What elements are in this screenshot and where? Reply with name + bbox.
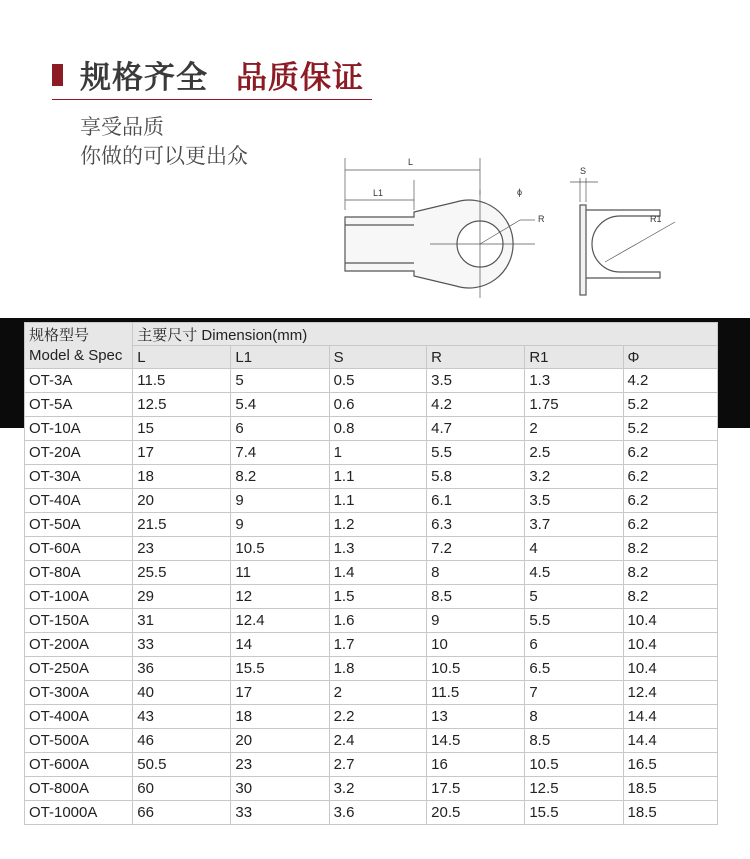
value-cell: 9 (427, 609, 525, 633)
value-cell: 12 (231, 585, 329, 609)
value-cell: 5.5 (525, 609, 623, 633)
column-header: L1 (231, 346, 329, 369)
table-row (25, 681, 718, 705)
value-cell: 2.4 (329, 729, 427, 753)
model-cell: OT-1000A (25, 801, 133, 825)
table-row (25, 513, 718, 537)
value-cell: 1.3 (525, 369, 623, 393)
value-cell: 14.5 (427, 729, 525, 753)
value-cell: 17 (133, 441, 231, 465)
model-cell: OT-40A (25, 489, 133, 513)
value-cell: 5 (231, 369, 329, 393)
subtitle-line-1: 享受品质 (80, 115, 164, 139)
model-cell: OT-80A (25, 561, 133, 585)
title-gray: 规格齐全 (80, 60, 208, 96)
value-cell: 29 (133, 585, 231, 609)
value-cell: 0.6 (329, 393, 427, 417)
value-cell: 5.4 (231, 393, 329, 417)
value-cell: 4.2 (623, 369, 717, 393)
model-cell: OT-400A (25, 705, 133, 729)
value-cell: 9 (231, 489, 329, 513)
value-cell: 10.4 (623, 633, 717, 657)
model-cell: OT-60A (25, 537, 133, 561)
model-cell: OT-30A (25, 465, 133, 489)
value-cell: 36 (133, 657, 231, 681)
table-row (25, 729, 718, 753)
subtitle-line-2: 你做的可以更出众 (80, 144, 248, 168)
value-cell: 30 (231, 777, 329, 801)
value-cell: 33 (231, 801, 329, 825)
value-cell: 3.2 (329, 777, 427, 801)
value-cell: 1.1 (329, 489, 427, 513)
value-cell: 7.4 (231, 441, 329, 465)
model-cell: OT-150A (25, 609, 133, 633)
model-cell: OT-5A (25, 393, 133, 417)
value-cell: 0.8 (329, 417, 427, 441)
table-row (25, 441, 718, 465)
column-header: Φ (623, 346, 717, 369)
model-label-cn: 规格型号 (29, 326, 90, 344)
title-underline (52, 99, 372, 100)
model-cell: OT-50A (25, 513, 133, 537)
value-cell: 16.5 (623, 753, 717, 777)
value-cell: 5.8 (427, 465, 525, 489)
value-cell: 21.5 (133, 513, 231, 537)
model-cell: OT-20A (25, 441, 133, 465)
value-cell: 10.5 (231, 537, 329, 561)
value-cell: 8.2 (623, 585, 717, 609)
value-cell: 12.5 (133, 393, 231, 417)
table-row (25, 393, 718, 417)
value-cell: 9 (231, 513, 329, 537)
value-cell: 6.2 (623, 489, 717, 513)
value-cell: 15.5 (525, 801, 623, 825)
value-cell: 3.5 (525, 489, 623, 513)
table-row (25, 657, 718, 681)
value-cell: 1.1 (329, 465, 427, 489)
value-cell: 6.1 (427, 489, 525, 513)
table-row (25, 369, 718, 393)
value-cell: 23 (231, 753, 329, 777)
value-cell: 18.5 (623, 777, 717, 801)
value-cell: 12.4 (623, 681, 717, 705)
value-cell: 1.75 (525, 393, 623, 417)
value-cell: 8.5 (427, 585, 525, 609)
value-cell: 33 (133, 633, 231, 657)
label-R1: R1 (650, 214, 662, 224)
value-cell: 10.4 (623, 657, 717, 681)
value-cell: 5.2 (623, 417, 717, 441)
table-row (25, 753, 718, 777)
value-cell: 17.5 (427, 777, 525, 801)
value-cell: 10.5 (427, 657, 525, 681)
model-cell: OT-300A (25, 681, 133, 705)
table-row (25, 705, 718, 729)
model-cell: OT-3A (25, 369, 133, 393)
value-cell: 10.5 (525, 753, 623, 777)
value-cell: 5.5 (427, 441, 525, 465)
value-cell: 23 (133, 537, 231, 561)
table-row (25, 609, 718, 633)
value-cell: 6.2 (623, 441, 717, 465)
value-cell: 17 (231, 681, 329, 705)
value-cell: 6.3 (427, 513, 525, 537)
spec-table (24, 322, 718, 825)
value-cell: 18 (133, 465, 231, 489)
model-cell: OT-200A (25, 633, 133, 657)
value-cell: 6 (231, 417, 329, 441)
value-cell: 2 (329, 681, 427, 705)
value-cell: 1.6 (329, 609, 427, 633)
value-cell: 14.4 (623, 729, 717, 753)
value-cell: 1.3 (329, 537, 427, 561)
column-header: R (427, 346, 525, 369)
model-cell: OT-10A (25, 417, 133, 441)
column-header: L (133, 346, 231, 369)
value-cell: 8 (427, 561, 525, 585)
value-cell: 5.2 (623, 393, 717, 417)
model-label-en: Model & Spec (29, 346, 123, 364)
value-cell: 1.7 (329, 633, 427, 657)
value-cell: 18 (231, 705, 329, 729)
value-cell: 11.5 (427, 681, 525, 705)
value-cell: 4.7 (427, 417, 525, 441)
table-row (25, 465, 718, 489)
value-cell: 8.2 (623, 537, 717, 561)
value-cell: 1.8 (329, 657, 427, 681)
model-cell: OT-600A (25, 753, 133, 777)
column-header: S (329, 346, 427, 369)
value-cell: 3.5 (427, 369, 525, 393)
value-cell: 3.2 (525, 465, 623, 489)
title-red: 品质保证 (236, 60, 364, 96)
value-cell: 18.5 (623, 801, 717, 825)
label-phi: ϕ (517, 187, 523, 197)
table-row (25, 561, 718, 585)
value-cell: 11 (231, 561, 329, 585)
value-cell: 31 (133, 609, 231, 633)
value-cell: 3.6 (329, 801, 427, 825)
value-cell: 14 (231, 633, 329, 657)
value-cell: 7.2 (427, 537, 525, 561)
value-cell: 6.5 (525, 657, 623, 681)
value-cell: 60 (133, 777, 231, 801)
value-cell: 10.4 (623, 609, 717, 633)
value-cell: 14.4 (623, 705, 717, 729)
table-row (25, 537, 718, 561)
value-cell: 16 (427, 753, 525, 777)
table-row (25, 417, 718, 441)
value-cell: 20.5 (427, 801, 525, 825)
value-cell: 15 (133, 417, 231, 441)
value-cell: 4.2 (427, 393, 525, 417)
table-row (25, 777, 718, 801)
value-cell: 13 (427, 705, 525, 729)
value-cell: 8.2 (623, 561, 717, 585)
table-row (25, 489, 718, 513)
value-cell: 10 (427, 633, 525, 657)
value-cell: 2.5 (525, 441, 623, 465)
value-cell: 3.7 (525, 513, 623, 537)
header-row-1 (25, 323, 718, 346)
value-cell: 25.5 (133, 561, 231, 585)
value-cell: 20 (133, 489, 231, 513)
model-header (25, 323, 133, 369)
value-cell: 0.5 (329, 369, 427, 393)
value-cell: 43 (133, 705, 231, 729)
value-cell: 40 (133, 681, 231, 705)
value-cell: 6 (525, 633, 623, 657)
value-cell: 5 (525, 585, 623, 609)
value-cell: 2 (525, 417, 623, 441)
value-cell: 12.5 (525, 777, 623, 801)
value-cell: 1.4 (329, 561, 427, 585)
value-cell: 12.4 (231, 609, 329, 633)
label-L: L (408, 157, 414, 167)
value-cell: 8 (525, 705, 623, 729)
dimension-header: 主要尺寸 Dimension(mm) (133, 323, 718, 346)
value-cell: 4.5 (525, 561, 623, 585)
column-header: R1 (525, 346, 623, 369)
value-cell: 4 (525, 537, 623, 561)
accent-bar (52, 64, 63, 86)
value-cell: 15.5 (231, 657, 329, 681)
value-cell: 46 (133, 729, 231, 753)
value-cell: 6.2 (623, 513, 717, 537)
value-cell: 7 (525, 681, 623, 705)
value-cell: 1.2 (329, 513, 427, 537)
value-cell: 2.2 (329, 705, 427, 729)
value-cell: 11.5 (133, 369, 231, 393)
value-cell: 1 (329, 441, 427, 465)
label-L1: L1 (373, 188, 384, 198)
model-cell: OT-250A (25, 657, 133, 681)
table-row (25, 633, 718, 657)
table-row (25, 585, 718, 609)
value-cell: 20 (231, 729, 329, 753)
model-cell: OT-500A (25, 729, 133, 753)
value-cell: 6.2 (623, 465, 717, 489)
model-cell: OT-800A (25, 777, 133, 801)
value-cell: 50.5 (133, 753, 231, 777)
table-row (25, 801, 718, 825)
spec-body (25, 369, 718, 825)
model-cell: OT-100A (25, 585, 133, 609)
value-cell: 1.5 (329, 585, 427, 609)
value-cell: 8.2 (231, 465, 329, 489)
label-S: S (580, 166, 587, 176)
value-cell: 2.7 (329, 753, 427, 777)
ring-terminal-diagram (330, 150, 690, 300)
label-R: R (538, 214, 545, 224)
value-cell: 8.5 (525, 729, 623, 753)
value-cell: 66 (133, 801, 231, 825)
